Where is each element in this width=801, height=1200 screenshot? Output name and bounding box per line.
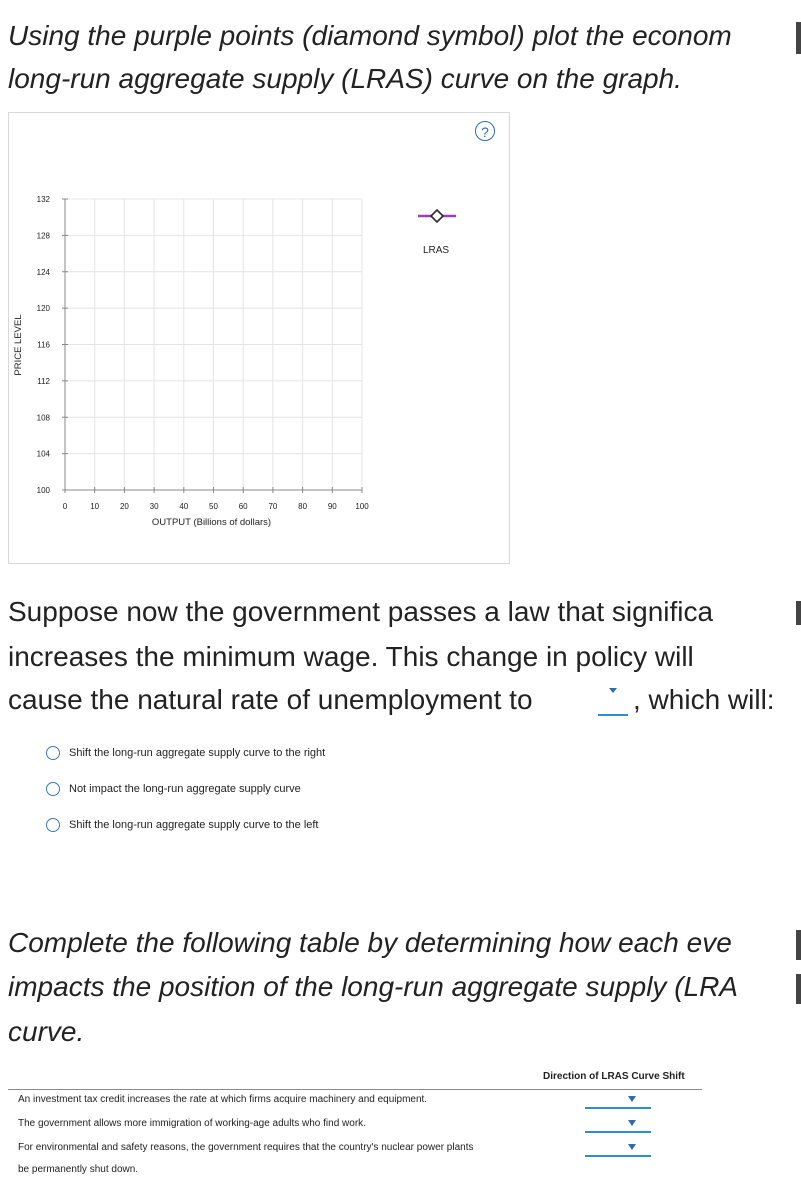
y-axis-ticks xyxy=(37,195,68,495)
question-2-line-1: Suppose now the government passes a law that significa xyxy=(8,596,714,627)
question-2-text-before-blank: cause the natural rate of unemployment to xyxy=(8,684,533,715)
dropdown-arrow-icon xyxy=(628,1096,636,1102)
radio-button[interactable] xyxy=(46,782,60,796)
y-tick-label: 108 xyxy=(36,413,50,423)
question-3-line-1: Complete the following table by determining how each eve xyxy=(8,927,732,958)
question-2-line-3 xyxy=(8,679,533,721)
dropdown-arrow-icon xyxy=(609,688,617,693)
grid-lines xyxy=(65,199,362,490)
option-label: Shift the long-run aggregate supply curve to the left xyxy=(69,819,319,831)
dropdown-arrow-icon xyxy=(628,1144,636,1150)
y-tick-label: 112 xyxy=(37,376,50,386)
y-tick-label: 116 xyxy=(37,340,50,350)
x-tick-label: 90 xyxy=(327,502,337,511)
table-row-event-continued: be permanently shut down. xyxy=(18,1164,139,1175)
dropdown-arrow-icon xyxy=(628,1120,636,1126)
question-3-line-2: impacts the position of the long-run aggregate supply (LRA xyxy=(8,971,738,1002)
x-tick-label: 30 xyxy=(149,502,159,511)
table-row-event: The government allows more immigration of working-age adults who find work. xyxy=(18,1118,366,1129)
x-tick-label: 70 xyxy=(268,502,278,511)
option-shift-right[interactable] xyxy=(46,743,325,763)
x-tick-label: 20 xyxy=(119,502,129,511)
x-tick-label: 40 xyxy=(179,502,189,511)
radio-button[interactable] xyxy=(46,818,60,832)
page-edge-bar xyxy=(796,930,801,960)
question-2-line-2: increases the minimum wage. This change in policy will xyxy=(8,641,694,672)
help-icon[interactable]: ? xyxy=(475,121,495,141)
table-row-event: An investment tax credit increases the rate at which firms acquire machinery and equipment. xyxy=(18,1094,428,1105)
option-label: Shift the long-run aggregate supply curve to the right xyxy=(69,747,326,759)
row-2-direction-dropdown[interactable] xyxy=(585,1117,651,1133)
x-tick-label: 60 xyxy=(238,502,248,511)
table-divider xyxy=(8,1089,702,1090)
y-tick-label: 104 xyxy=(36,449,50,459)
y-tick-label: 132 xyxy=(36,195,50,204)
x-tick-label: 80 xyxy=(298,502,308,511)
x-tick-label: 50 xyxy=(209,502,218,511)
question-1-line-2: long-run aggregate supply (LRAS) curve on the graph. xyxy=(8,63,682,94)
y-tick-label: 120 xyxy=(36,304,50,314)
unemployment-direction-dropdown[interactable] xyxy=(598,694,628,716)
option-shift-left[interactable] xyxy=(46,815,319,835)
row-3-direction-dropdown[interactable] xyxy=(585,1141,651,1157)
lras-legend-label: LRAS xyxy=(422,245,450,256)
question-3-line-3: curve. xyxy=(8,1016,85,1047)
y-axis-label: PRICE LEVEL xyxy=(13,314,24,376)
y-tick-label: 128 xyxy=(36,231,50,241)
table-row-event: For environmental and safety reasons, the government requires that the country's nuclear power plants xyxy=(18,1142,474,1153)
diamond-icon xyxy=(431,210,443,222)
x-tick-label: 0 xyxy=(62,502,68,511)
option-no-impact[interactable] xyxy=(46,779,301,799)
table-header-direction: Direction of LRAS Curve Shift xyxy=(543,1071,685,1082)
y-tick-label: 124 xyxy=(36,267,50,277)
x-axis-label: OUTPUT (Billions of dollars) xyxy=(151,517,272,528)
question-1-line-1: Using the purple points (diamond symbol) plot the econom xyxy=(8,20,732,51)
row-1-direction-dropdown[interactable] xyxy=(585,1093,651,1109)
page-edge-bar xyxy=(796,974,801,1004)
page-edge-bar xyxy=(796,22,801,54)
page-edge-bar xyxy=(796,601,801,625)
radio-button[interactable] xyxy=(46,746,60,760)
lras-palette-tool[interactable] xyxy=(418,210,456,222)
question-2-text-after-blank: , which will: xyxy=(633,684,775,715)
lras-graph[interactable] xyxy=(0,112,510,564)
y-tick-label: 100 xyxy=(36,486,50,495)
x-tick-label: 10 xyxy=(90,502,100,511)
option-label: Not impact the long-run aggregate supply curve xyxy=(69,783,301,795)
x-tick-label: 100 xyxy=(355,502,369,511)
x-axis-ticks xyxy=(63,487,369,511)
